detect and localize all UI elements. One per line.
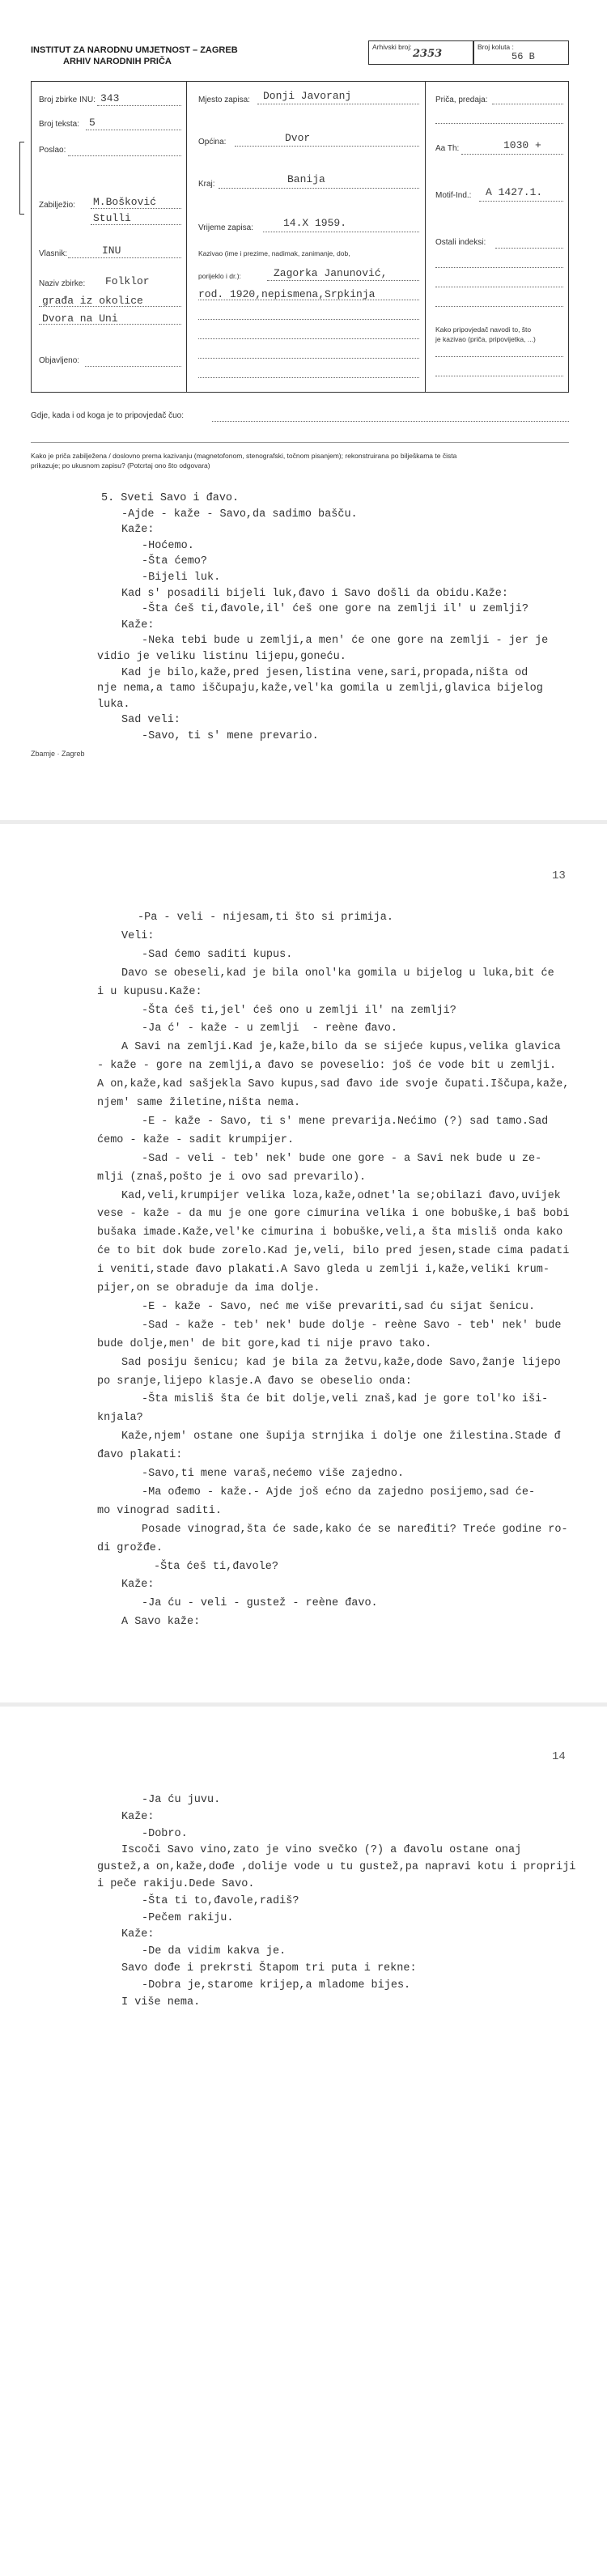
time-value: 14.X 1959. — [283, 217, 347, 229]
rule — [435, 123, 563, 124]
recording-note-1: Kako je priča zabilježena / doslovno prema kazivanju (magnetofonom, stenografski, točnom pisanjem); rekonstruirana po bilješkama te čista — [31, 452, 457, 460]
text-line: -E - kaže - Savo, neć me više prevariti,sad ću sijat šenicu. — [142, 1300, 536, 1313]
text-line: luka. — [97, 698, 130, 711]
archive-number-box — [368, 40, 473, 65]
text-line: će to bit dok bude zorelo.Kad je,veli, bilo pred jesen,stade cima padati — [97, 1245, 570, 1258]
text-line: -Šta ćeš ti,đavole? — [154, 1560, 278, 1573]
text-line: -Pečem rakiju. — [142, 1911, 234, 1924]
text-line: -Dobro. — [142, 1827, 188, 1840]
page-3 — [0, 1707, 607, 2576]
text-line: Savo dođe i prekrsti Štapom tri puta i rekne: — [121, 1962, 417, 1975]
published-label: Objavljeno: — [39, 356, 80, 365]
sender-label: Poslao: — [39, 146, 66, 155]
rule — [91, 224, 181, 225]
collection-number-label: Broj zbirke INU: — [39, 96, 96, 104]
story-label: Priča, predaja: — [435, 96, 488, 104]
rule — [479, 201, 563, 202]
motif-value: A 1427.1. — [486, 186, 543, 198]
text-line: mlji (znaš,pošto je i ovo sad prevarilo). — [97, 1171, 367, 1184]
text-line: Kaže: — [121, 524, 155, 537]
owner-label: Vlasnik: — [39, 249, 68, 258]
rule — [39, 324, 181, 325]
text-line: -Šta misliš šta će bit dolje,veli znaš,kad je gore tol'ko iši- — [142, 1393, 549, 1406]
text-line: Kaže,njem' ostane one šupija strnjika i dolje one žilestina.Stade đ — [121, 1430, 561, 1443]
text-line: đavo plakati: — [97, 1449, 183, 1462]
text-line: A Savi na zemlji.Kad je,kaže,bilo da se sijeće kupus,velika glavica — [121, 1041, 561, 1054]
text-line: Iscoči Savo vino,zato je vino svečko (?) a đavolu ostane onaj — [121, 1844, 522, 1857]
column-divider-2 — [425, 81, 426, 393]
text-line: i u kupusu.Kaže: — [97, 985, 202, 998]
rule — [212, 421, 569, 422]
text-line: -Sad ćemo saditi kupus. — [142, 948, 293, 961]
column-divider-1 — [186, 81, 187, 393]
rule — [495, 248, 563, 249]
how-told-label-1: Kako pripovjedač navodi to, što — [435, 325, 532, 334]
text-number-label: Broj teksta: — [39, 120, 80, 129]
text-line: -Ja ću juvu. — [142, 1794, 221, 1806]
rule — [97, 105, 181, 106]
text-line: Kad s' posadili bijeli luk,đavo i Savo došli da obidu.Kaže: — [121, 587, 508, 600]
rule — [461, 154, 563, 155]
text-line: ćemo - kaže - sadit krumpijer. — [97, 1133, 295, 1146]
text-line: -Ma ođemo - kaže.- Ajde još ećno da zajedno posijemo,sad će- — [142, 1486, 536, 1498]
text-line: Kaže: — [121, 1579, 155, 1592]
bracket-left — [19, 142, 24, 215]
text-line: -Savo, ti s' mene prevario. — [142, 730, 319, 742]
rule — [39, 306, 181, 307]
text-line: vese - kaže - da mu je one gore cimurina velika i one bobuške,i baš bobi — [97, 1208, 570, 1221]
text-line: -Neka tebi bude u zemlji,a men' će one gore na zemlji - jer je — [142, 635, 549, 648]
text-line: Kaže: — [121, 1928, 155, 1941]
text-line: -Ja ć' - kaže - u zemlji - reène đavo. — [142, 1022, 397, 1035]
at-value: 1030 + — [503, 139, 541, 151]
text-line: I više nema. — [121, 1996, 201, 2009]
collection-title-label: Naziv zbirke: — [39, 279, 86, 288]
recording-note-2: prikazuje; po ukusnom zapisu? (Potcrtaj ono što odgovara) — [31, 461, 210, 470]
text-line: Davo se obeseli,kad je bila onol'ka gomila u bijelog u luka,bit će — [121, 967, 554, 980]
text-line: i veniti,stade đavo plakati.A Savo gleda u zemlji i,kaže,veliki krum- — [97, 1264, 550, 1277]
collection-title-1: Folklor — [105, 275, 150, 287]
text-line: -Sad - kaže - teb' nek' bude dolje - reène Savo - teb' nek' bude — [142, 1319, 562, 1332]
text-line: -Ajde - kaže - Savo,da sadimo bašču. — [121, 508, 358, 521]
rule — [31, 442, 569, 443]
rule — [91, 208, 181, 209]
collection-title-3: Dvora na Uni — [42, 312, 118, 325]
page-number: 13 — [552, 869, 566, 882]
place-value: Donji Javoranj — [263, 90, 352, 102]
place-label: Mjesto zapisa: — [198, 96, 250, 104]
page-2 — [0, 824, 607, 1707]
rule — [435, 267, 563, 268]
text-line: -Bijeli luk. — [142, 572, 221, 584]
other-indexes-label: Ostali indeksi: — [435, 238, 486, 247]
card-header — [31, 45, 238, 67]
text-line: knjala? — [97, 1412, 143, 1425]
text-line: -Šta ćeš ti,đavole,il' ćeš one gore na zemlji il' u zemlji? — [142, 603, 528, 616]
page-number: 14 — [552, 1750, 566, 1763]
collection-number-value: 343 — [100, 92, 120, 104]
text-line: njem' same žiletine,ništa nema. — [97, 1097, 301, 1109]
collector-label: Zabilježio: — [39, 201, 76, 210]
text-line: di grožđe. — [97, 1541, 163, 1554]
text-line: pijer,on se obraduje da ima dolje. — [97, 1282, 320, 1294]
text-line: mo vinograd saditi. — [97, 1504, 222, 1517]
rule — [198, 377, 419, 378]
rule — [68, 257, 181, 258]
text-line: po sranje,lijepo klasje.A đavo se obeselio onda: — [97, 1375, 412, 1388]
collection-title-2: građa iz okolice — [42, 295, 143, 307]
text-line: Kaže: — [121, 618, 155, 631]
text-line: -Dobra je,starome krijep,a mladome bijes. — [142, 1979, 411, 1992]
text-line: -Šta ti to,đavole,radiš? — [142, 1894, 299, 1907]
collector-value-1: M.Bošković — [93, 196, 157, 208]
time-label: Vrijeme zapisa: — [198, 223, 253, 232]
municipality-value: Dvor — [285, 132, 311, 144]
text-line: Posade vinograd,šta će sade,kako će se naređiti? Treće godine ro- — [142, 1523, 568, 1536]
motif-label: Motif-Ind.: — [435, 191, 472, 200]
narrator-value-2: rod. 1920,nepismena,Srpkinja — [198, 288, 376, 300]
rule — [198, 358, 419, 359]
text-line: A on,kaže,kad sašjekla Savo kupus,sad đavo ide svoje čupati.Iščupa,kaže, — [97, 1078, 570, 1091]
text-line: - kaže - gore na zemlji,a đavo se poveselio: još će vode bit u zemlji. — [97, 1060, 557, 1073]
narrator-value-1: Zagorka Janunović, — [274, 267, 388, 279]
rule — [267, 280, 419, 281]
region-value: Banija — [287, 173, 325, 185]
text-line: i peče rakiju.Dede Savo. — [97, 1878, 255, 1890]
owner-value: INU — [102, 244, 121, 257]
text-line: 5. Sveti Savo i đavo. — [101, 492, 240, 504]
rule — [85, 366, 181, 367]
text-line: Veli: — [121, 929, 155, 942]
at-label: Aa Th: — [435, 144, 460, 153]
archive-number-value: 2353 — [413, 48, 443, 60]
text-line: -Sad - veli - teb' nek' bude one gore - a Savi nek bude u ze- — [142, 1152, 542, 1165]
archive-number-label: Arhivski broj: — [372, 43, 412, 51]
rule — [198, 319, 419, 320]
where-heard-label: Gdje, kada i od koga je to pripovjedač čuo: — [31, 411, 185, 420]
text-line: nje nema,a tamo iščupaju,kaže,vel'ka gomila u zemlji,glavica bijelog — [97, 682, 543, 695]
text-line: Kaže: — [121, 1810, 155, 1823]
text-line: -Hoćemo. — [142, 539, 194, 552]
rule — [435, 356, 563, 357]
text-line: -Šta ćeš ti,jel' ćeš ono u zemlji il' na zemlji? — [142, 1004, 456, 1017]
archive-name: ARHIV NARODNIH PRIČA — [63, 57, 172, 66]
text-line: -De da vidim kakva je. — [142, 1945, 287, 1958]
text-line: -E - kaže - Savo, ti s' mene prevarija.Nećimo (?) sad tamo.Sad — [142, 1115, 549, 1128]
source-stamp: Zbamje · Zagreb — [31, 750, 85, 758]
reel-number-box — [473, 40, 569, 65]
text-line: bude dolje,men' de bit gore,kad ti nije pravo tako. — [97, 1337, 432, 1350]
text-line: -Savo,ti mene varaš,nećemo više zajedno. — [142, 1468, 405, 1480]
rule — [219, 188, 419, 189]
institute-name: INSTITUT ZA NARODNU UMJETNOST – ZAGREB — [31, 45, 238, 55]
rule — [435, 306, 563, 307]
rule — [198, 338, 419, 339]
text-line: Kad,veli,krumpijer velika loza,kaže,odnet'la se;obilazi đavo,uvijek — [121, 1189, 561, 1202]
card-frame — [31, 81, 569, 393]
text-line: -Pa - veli - nijesam,ti što si primija. — [138, 912, 393, 924]
text-line: vidio je veliku listinu lijepu,goneću. — [97, 651, 346, 663]
how-told-label-2: je kazivao (priča, pripovijetka, ...) — [435, 335, 536, 343]
municipality-label: Općina: — [198, 138, 227, 147]
text-line: A Savo kaže: — [121, 1616, 201, 1629]
text-line: Sad veli: — [121, 714, 180, 727]
text-line: -Ja ću - veli - gustež - reène đavo. — [142, 1597, 378, 1610]
text-line: gustež,a on,kaže,dođe ,dolije vode u tu gustež,pa napravi kotu i propriji — [97, 1861, 576, 1874]
reel-number-value: 56 B — [511, 51, 535, 62]
narrator-label-1: Kazivao (ime i prezime, nadimak, zanimanje, dob, — [198, 249, 350, 257]
narrator-label-2: porijeklo i dr.): — [198, 272, 241, 280]
reel-number-label: Broj kolutа : — [478, 43, 514, 51]
page-1 — [0, 0, 607, 824]
collector-value-2: Stulli — [93, 212, 131, 224]
rule — [235, 146, 419, 147]
text-number-value: 5 — [89, 117, 96, 129]
text-line: Sad posiju šenicu; kad je bila za žetvu,kaže,dode Savo,žanje lijepo — [121, 1356, 561, 1369]
rule — [68, 155, 181, 156]
text-line: Kad je bilo,kaže,pred jesen,listina vene,sari,propada,ništa od — [121, 666, 528, 679]
region-label: Kraj: — [198, 180, 215, 189]
text-line: -Šta ćemo? — [142, 555, 208, 568]
text-line: bušaka imade.Kaže,vel'ke cimurina i bobuške,veli,a šta misliš onda kako — [97, 1226, 563, 1239]
